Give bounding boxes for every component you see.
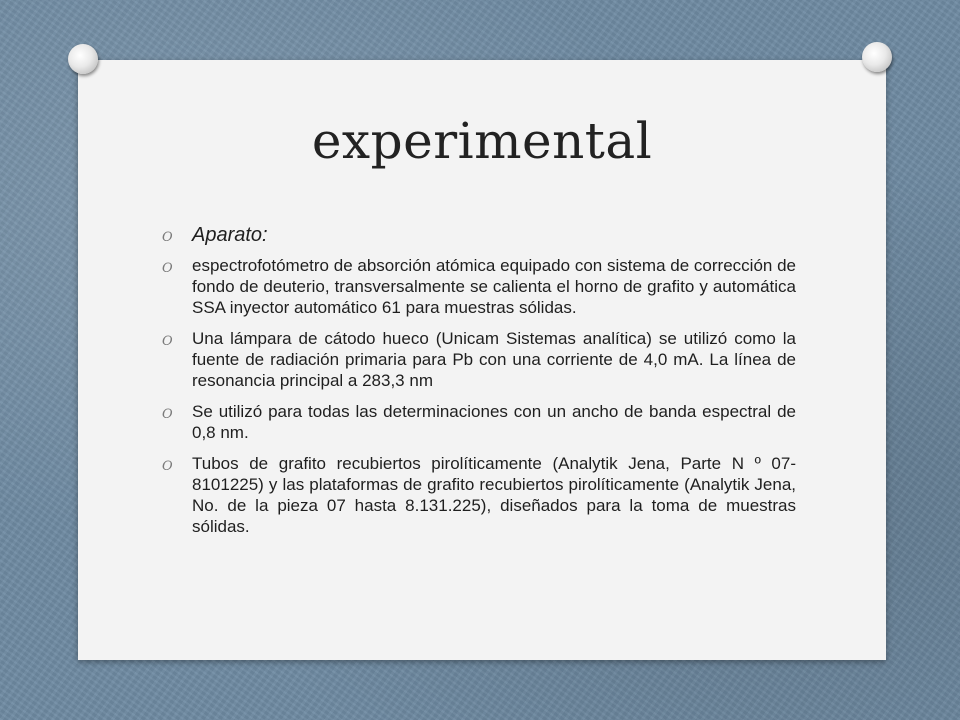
section-heading: Aparato:: [192, 224, 268, 246]
bullet-icon: O: [162, 261, 173, 276]
bullet-icon: O: [162, 230, 173, 245]
list-item: [162, 453, 796, 537]
pushpin-icon: [68, 44, 98, 74]
list-item: [162, 255, 796, 318]
paragraph-text: Se utilizó para todas las determinaciones con un ancho de banda espectral de 0,8 nm.: [192, 402, 796, 442]
paragraph-text: Una lámpara de cátodo hueco (Unicam Sistemas analítica) se utilizó como la fuente de radiación primaria para Pb con una corriente de 4,0 mA. La línea de resonancia principal a 283,3 nm: [192, 329, 796, 390]
bullet-icon: O: [162, 334, 173, 349]
paragraph-text: espectrofotómetro de absorción atómica equipado con sistema de corrección de fondo de deuterio, transversalmente se calienta el horno de grafito y automática SSA inyector automático 61 para muestras sólidas.: [192, 256, 796, 317]
pushpin-icon: [862, 42, 892, 72]
bullet-list: [162, 224, 796, 547]
slide-title: experimental: [311, 112, 653, 170]
bullet-icon: O: [162, 459, 173, 474]
list-item: [162, 401, 796, 443]
list-item: [162, 224, 796, 247]
list-item: [162, 328, 796, 391]
paragraph-text: Tubos de grafito recubiertos pirolíticamente (Analytik Jena, Parte N º 07-8101225) y las plataformas de grafito recubiertos pirolíticamente (Analytik Jena, No. de la pieza 07 hasta 8.131.225), diseñados para la toma de muestras sólidas.: [192, 454, 796, 536]
bullet-icon: O: [162, 407, 173, 422]
